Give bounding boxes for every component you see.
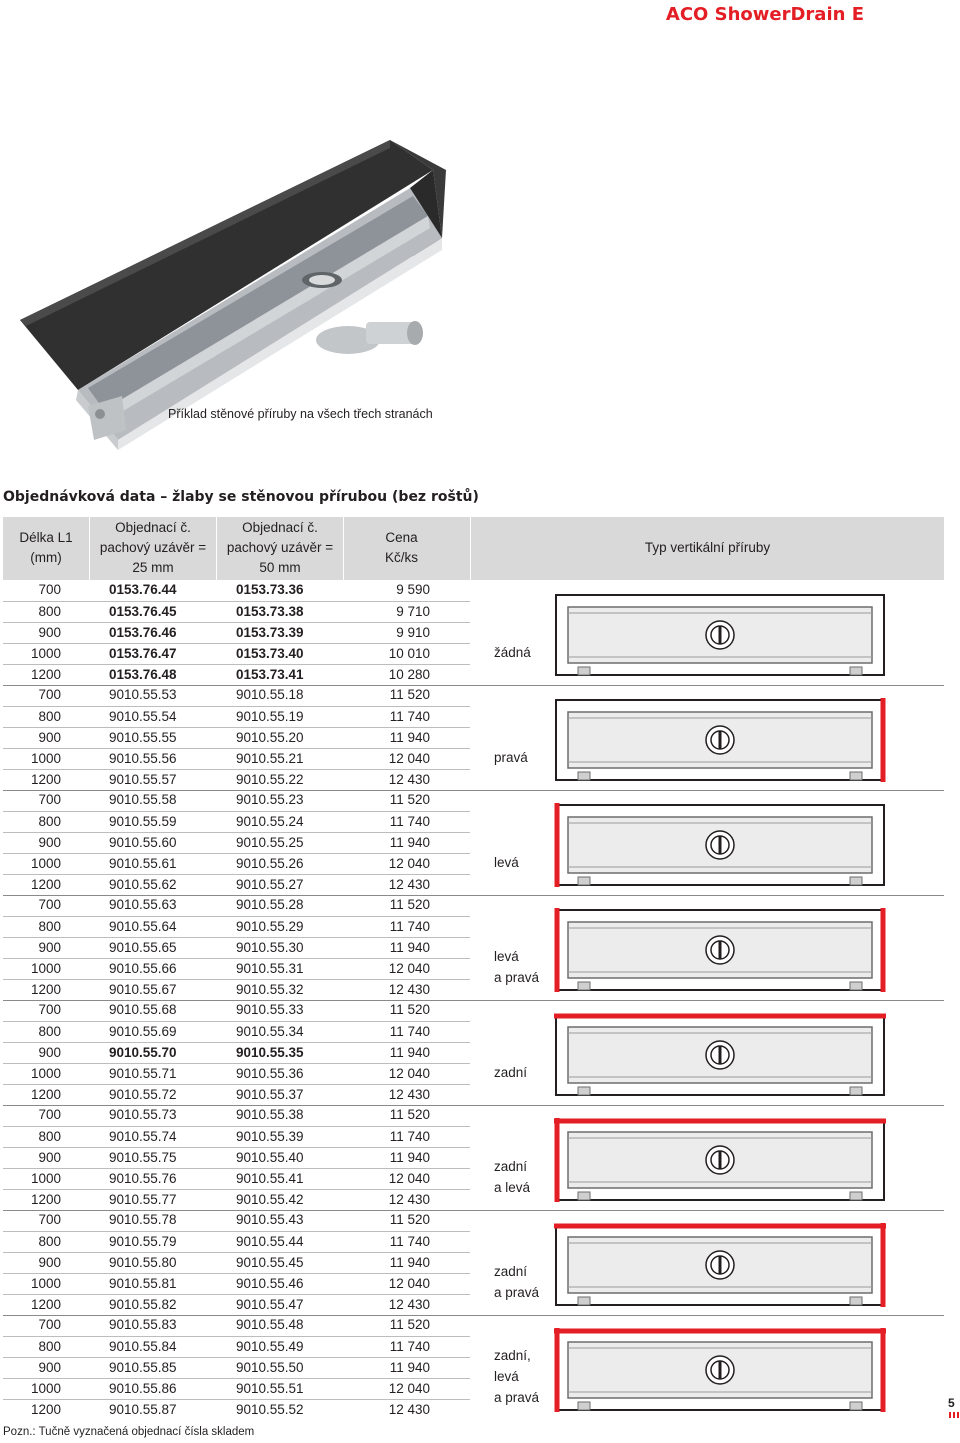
cell-length: 1200 (30, 877, 61, 892)
cell-length: 1000 (30, 1171, 61, 1186)
table-row (3, 580, 470, 601)
flange-type-label: a pravá (494, 1285, 540, 1300)
cell-price: 12 040 (388, 856, 430, 871)
foot-icon (578, 1087, 590, 1095)
cell-order-50: 9010.55.30 (236, 940, 304, 955)
table-row (3, 1231, 470, 1252)
cell-price: 12 040 (388, 1066, 430, 1081)
cell-price: 9 910 (396, 625, 430, 640)
cell-length: 800 (38, 1339, 61, 1354)
group-separator (3, 685, 944, 686)
table-row (3, 769, 470, 790)
cell-length: 1000 (30, 1381, 61, 1396)
cell-length: 1200 (30, 1087, 61, 1102)
cell-length: 1200 (30, 772, 61, 787)
cell-order-50: 9010.55.36 (236, 1066, 304, 1081)
foot-icon (578, 982, 590, 990)
cell-order-50: 9010.55.42 (236, 1192, 304, 1207)
flange-type-label: zadní (494, 1065, 528, 1080)
cell-price: 11 520 (389, 792, 430, 807)
cell-order-25: 9010.55.79 (109, 1234, 177, 1249)
cell-order-50: 9010.55.39 (236, 1129, 304, 1144)
cell-price: 10 010 (388, 646, 430, 661)
flange-type-label: a pravá (494, 970, 540, 985)
drain-top-view-diagram (554, 1223, 886, 1307)
table-row (3, 790, 470, 811)
cell-order-25: 9010.55.60 (109, 835, 177, 850)
cell-order-25: 9010.55.76 (109, 1171, 177, 1186)
cell-order-25: 9010.55.85 (109, 1360, 177, 1375)
section-title: Objednávková data – žlaby se stěnovou přírubou (bez roštů) (3, 489, 479, 505)
flange-type-label: levá (494, 949, 519, 964)
cell-length: 1000 (30, 856, 61, 871)
cell-order-25: 9010.55.66 (109, 961, 177, 976)
drain-top-view-diagram (554, 803, 886, 887)
foot-icon (850, 1192, 862, 1200)
cell-price: 12 430 (388, 982, 430, 997)
cell-length: 800 (38, 1024, 61, 1039)
cell-price: 12 040 (388, 961, 430, 976)
flange-type-label: pravá (494, 750, 528, 765)
cell-order-25: 0153.76.45 (109, 604, 177, 619)
cell-length: 800 (38, 919, 61, 934)
table-row (3, 1021, 470, 1042)
cell-price: 11 940 (389, 1255, 430, 1270)
cell-length: 800 (38, 1129, 61, 1144)
cell-length: 1200 (30, 1192, 61, 1207)
group-separator (3, 1210, 944, 1211)
drain-top-view-diagram (554, 1328, 886, 1412)
cell-order-50: 9010.55.24 (236, 814, 304, 829)
table-row (3, 664, 470, 685)
cell-length: 1000 (30, 1276, 61, 1291)
cell-price: 11 940 (389, 1360, 430, 1375)
foot-icon (578, 1402, 590, 1410)
cell-order-50: 9010.55.25 (236, 835, 304, 850)
cell-order-50: 9010.55.40 (236, 1150, 304, 1165)
drain-top-view-diagram (554, 698, 886, 782)
table-row (3, 874, 470, 895)
cell-order-25: 9010.55.65 (109, 940, 177, 955)
cell-order-25: 9010.55.80 (109, 1255, 177, 1270)
table-row (3, 958, 470, 979)
cell-price: 11 740 (389, 814, 430, 829)
cell-length: 800 (38, 709, 61, 724)
cell-price: 11 940 (389, 835, 430, 850)
cell-order-25: 9010.55.77 (109, 1192, 177, 1207)
table-row (3, 748, 470, 769)
foot-icon (850, 1297, 862, 1305)
cell-order-50: 9010.55.52 (236, 1402, 304, 1417)
cell-price: 11 520 (389, 1317, 430, 1332)
footnote: Pozn.: Tučně vyznačená objednací čísla skladem (3, 1426, 255, 1438)
cell-price: 12 430 (388, 877, 430, 892)
cell-order-25: 0153.76.48 (109, 667, 177, 682)
header-order-50 (217, 518, 343, 578)
cell-order-25: 9010.55.69 (109, 1024, 177, 1039)
header-order-25-line-2: pachový uzávěr = (99, 540, 207, 555)
table-row (3, 832, 470, 853)
cell-order-50: 9010.55.51 (236, 1381, 304, 1396)
table-row (3, 811, 470, 832)
cell-order-50: 9010.55.35 (236, 1045, 304, 1060)
header-price-line-1: Cena (385, 530, 418, 545)
header-order-25 (90, 518, 216, 578)
table-row (3, 1147, 470, 1168)
table-row (3, 1378, 470, 1399)
cell-price: 11 940 (389, 940, 430, 955)
table-row (3, 1336, 470, 1357)
cell-order-50: 9010.55.22 (236, 772, 304, 787)
cell-price: 12 430 (388, 772, 430, 787)
table-row (3, 1189, 470, 1210)
cell-order-25: 9010.55.53 (109, 687, 177, 702)
cell-length: 900 (38, 835, 61, 850)
cell-order-50: 9010.55.47 (236, 1297, 304, 1312)
cell-order-50: 9010.55.28 (236, 897, 304, 912)
cell-order-50: 9010.55.27 (236, 877, 304, 892)
cell-length: 800 (38, 814, 61, 829)
cell-order-25: 9010.55.54 (109, 709, 177, 724)
group-separator (3, 790, 944, 791)
header-price (344, 528, 459, 568)
table-row (3, 601, 470, 622)
cell-order-50: 9010.55.48 (236, 1317, 304, 1332)
cell-length: 1000 (30, 751, 61, 766)
cell-order-25: 9010.55.82 (109, 1297, 177, 1312)
cell-order-50: 9010.55.19 (236, 709, 304, 724)
table-row (3, 1399, 470, 1420)
flange-type-label: levá (494, 855, 519, 870)
table-row (3, 1105, 470, 1126)
cell-order-50: 9010.55.23 (236, 792, 304, 807)
cell-order-25: 9010.55.64 (109, 919, 177, 934)
table-header (3, 517, 944, 580)
cell-order-50: 0153.73.38 (236, 604, 304, 619)
drain-top-view-diagram (554, 1013, 886, 1097)
group-separator (3, 895, 944, 896)
cell-price: 11 940 (389, 1150, 430, 1165)
table-row (3, 1252, 470, 1273)
cell-price: 10 280 (388, 667, 430, 682)
header-order-50-line-3: 50 mm (259, 560, 301, 575)
cell-order-25: 9010.55.62 (109, 877, 177, 892)
table-row (3, 1042, 470, 1063)
cell-price: 11 940 (389, 1045, 430, 1060)
group-separator (3, 1315, 944, 1316)
cell-order-50: 9010.55.44 (236, 1234, 304, 1249)
header-order-50-line-1: Objednací č. (242, 520, 318, 535)
header-order-25-line-1: Objednací č. (115, 520, 191, 535)
page-accent-mark (949, 1412, 959, 1418)
cell-order-50: 9010.55.20 (236, 730, 304, 745)
cell-price: 9 710 (396, 604, 430, 619)
header-length-line-2: (mm) (30, 550, 62, 565)
cell-length: 900 (38, 730, 61, 745)
table-row (3, 727, 470, 748)
cell-order-50: 9010.55.43 (236, 1212, 304, 1227)
header-order-50-line-2: pachový uzávěr = (226, 540, 334, 555)
cell-length: 700 (38, 1002, 61, 1017)
cell-price: 11 520 (389, 687, 430, 702)
cell-price: 9 590 (396, 582, 430, 597)
foot-icon (578, 667, 590, 675)
cell-order-25: 9010.55.81 (109, 1276, 177, 1291)
cell-price: 11 520 (389, 1212, 430, 1227)
table-row (3, 979, 470, 1000)
cell-length: 900 (38, 1255, 61, 1270)
cell-order-50: 9010.55.38 (236, 1107, 304, 1122)
cell-price: 12 430 (388, 1192, 430, 1207)
cell-length: 900 (38, 625, 61, 640)
header-length-line-1: Délka L1 (19, 530, 73, 545)
cell-order-25: 9010.55.59 (109, 814, 177, 829)
cell-price: 11 740 (389, 709, 430, 724)
drain-top-view-diagram (554, 593, 886, 677)
cell-order-50: 9010.55.26 (236, 856, 304, 871)
cell-order-25: 9010.55.75 (109, 1150, 177, 1165)
foot-icon (578, 877, 590, 885)
table-row (3, 706, 470, 727)
page-number: 5 (948, 1396, 955, 1410)
cell-order-50: 9010.55.34 (236, 1024, 304, 1039)
cell-order-25: 0153.76.46 (109, 625, 177, 640)
cell-price: 11 520 (389, 897, 430, 912)
cell-price: 12 040 (388, 1276, 430, 1291)
cell-order-25: 9010.55.61 (109, 856, 177, 871)
cell-order-25: 9010.55.74 (109, 1129, 177, 1144)
table-row (3, 1168, 470, 1189)
cell-order-25: 9010.55.57 (109, 772, 177, 787)
cell-price: 12 040 (388, 1171, 430, 1186)
group-separator (3, 1105, 944, 1106)
cell-order-50: 0153.73.39 (236, 625, 304, 640)
table-row (3, 1294, 470, 1315)
cell-order-50: 9010.55.31 (236, 961, 304, 976)
cell-order-25: 9010.55.71 (109, 1066, 177, 1081)
table-row (3, 853, 470, 874)
cell-length: 800 (38, 604, 61, 619)
cell-order-50: 9010.55.45 (236, 1255, 304, 1270)
cell-order-25: 0153.76.47 (109, 646, 177, 661)
cell-length: 1200 (30, 982, 61, 997)
cell-length: 700 (38, 582, 61, 597)
table-row (3, 1210, 470, 1231)
cell-length: 1000 (30, 1066, 61, 1081)
cell-order-50: 9010.55.29 (236, 919, 304, 934)
cell-length: 1200 (30, 667, 61, 682)
cell-price: 11 740 (389, 1234, 430, 1249)
flange-type-label: zadní (494, 1264, 528, 1279)
foot-icon (850, 877, 862, 885)
cell-price: 12 040 (388, 1381, 430, 1396)
cell-price: 11 520 (389, 1002, 430, 1017)
cell-order-25: 9010.55.86 (109, 1381, 177, 1396)
flange-type-label: a pravá (494, 1390, 540, 1405)
cell-order-50: 9010.55.46 (236, 1276, 304, 1291)
table-row (3, 1000, 470, 1021)
foot-icon (850, 772, 862, 780)
header-order-25-line-3: 25 mm (132, 560, 174, 575)
cell-length: 1000 (30, 646, 61, 661)
table-row (3, 895, 470, 916)
cell-order-50: 0153.73.41 (236, 667, 304, 682)
table-row (3, 685, 470, 706)
cell-order-50: 9010.55.37 (236, 1087, 304, 1102)
cell-order-50: 9010.55.41 (236, 1171, 304, 1186)
cell-length: 700 (38, 897, 61, 912)
cell-price: 11 940 (389, 730, 430, 745)
foot-icon (850, 1402, 862, 1410)
table-row (3, 1126, 470, 1147)
cell-price: 11 740 (389, 1024, 430, 1039)
cell-length: 900 (38, 940, 61, 955)
cell-order-50: 9010.55.50 (236, 1360, 304, 1375)
foot-icon (850, 982, 862, 990)
brand-title: ACO ShowerDrain E (665, 4, 864, 25)
drain-top-view-diagram (554, 908, 886, 992)
shower-drain-illustration (18, 88, 458, 450)
cell-order-25: 9010.55.56 (109, 751, 177, 766)
header-flange-type: Typ vertikální příruby (644, 540, 771, 555)
flange-type-label: zadní, (494, 1348, 531, 1363)
cell-order-25: 0153.76.44 (109, 582, 177, 597)
cell-price: 12 040 (388, 751, 430, 766)
cell-price: 12 430 (388, 1087, 430, 1102)
flange-type-label: levá (494, 1369, 519, 1384)
cell-order-25: 9010.55.68 (109, 1002, 177, 1017)
cell-length: 900 (38, 1360, 61, 1375)
header-length (3, 528, 89, 568)
cell-order-25: 9010.55.72 (109, 1087, 177, 1102)
table-row (3, 1357, 470, 1378)
cell-length: 700 (38, 687, 61, 702)
cell-order-50: 9010.55.49 (236, 1339, 304, 1354)
cell-length: 900 (38, 1045, 61, 1060)
table-row (3, 1084, 470, 1105)
cell-price: 11 740 (389, 1129, 430, 1144)
table-row (3, 643, 470, 664)
cell-order-25: 9010.55.84 (109, 1339, 177, 1354)
cell-order-25: 9010.55.63 (109, 897, 177, 912)
cell-order-25: 9010.55.58 (109, 792, 177, 807)
cell-length: 700 (38, 1317, 61, 1332)
flange-type-label: a levá (494, 1180, 531, 1195)
flange-type-label: žádná (494, 645, 531, 660)
table-row (3, 937, 470, 958)
cell-price: 11 520 (389, 1107, 430, 1122)
group-separator (3, 1000, 944, 1001)
flange-type-label: zadní (494, 1159, 528, 1174)
cell-order-50: 9010.55.33 (236, 1002, 304, 1017)
cell-length: 1200 (30, 1297, 61, 1312)
cell-order-50: 9010.55.32 (236, 982, 304, 997)
foot-icon (578, 1297, 590, 1305)
cell-price: 12 430 (388, 1402, 430, 1417)
cell-price: 12 430 (388, 1297, 430, 1312)
cell-order-25: 9010.55.73 (109, 1107, 177, 1122)
cell-order-50: 0153.73.36 (236, 582, 304, 597)
foot-icon (850, 667, 862, 675)
foot-icon (850, 1087, 862, 1095)
cell-order-25: 9010.55.70 (109, 1045, 177, 1060)
cell-order-50: 9010.55.18 (236, 687, 304, 702)
cell-length: 700 (38, 792, 61, 807)
drain-top-view-diagram (554, 1118, 886, 1202)
cell-price: 11 740 (389, 919, 430, 934)
illustration-caption: Příklad stěnové příruby na všech třech stranách (168, 407, 433, 421)
table-row (3, 916, 470, 937)
table-row (3, 1063, 470, 1084)
table-row (3, 622, 470, 643)
foot-icon (578, 1192, 590, 1200)
cell-order-50: 0153.73.40 (236, 646, 304, 661)
table-row (3, 1315, 470, 1336)
cell-length: 700 (38, 1107, 61, 1122)
table-row (3, 1273, 470, 1294)
cell-length: 900 (38, 1150, 61, 1165)
header-price-line-2: Kč/ks (384, 550, 418, 565)
cell-order-25: 9010.55.55 (109, 730, 177, 745)
cell-order-50: 9010.55.21 (236, 751, 304, 766)
cell-order-25: 9010.55.83 (109, 1317, 177, 1332)
cell-length: 1000 (30, 961, 61, 976)
cell-price: 11 740 (389, 1339, 430, 1354)
cell-length: 800 (38, 1234, 61, 1249)
cell-length: 1200 (30, 1402, 61, 1417)
cell-order-25: 9010.55.67 (109, 982, 177, 997)
cell-order-25: 9010.55.78 (109, 1212, 177, 1227)
foot-icon (578, 772, 590, 780)
cell-order-25: 9010.55.87 (109, 1402, 177, 1417)
cell-length: 700 (38, 1212, 61, 1227)
